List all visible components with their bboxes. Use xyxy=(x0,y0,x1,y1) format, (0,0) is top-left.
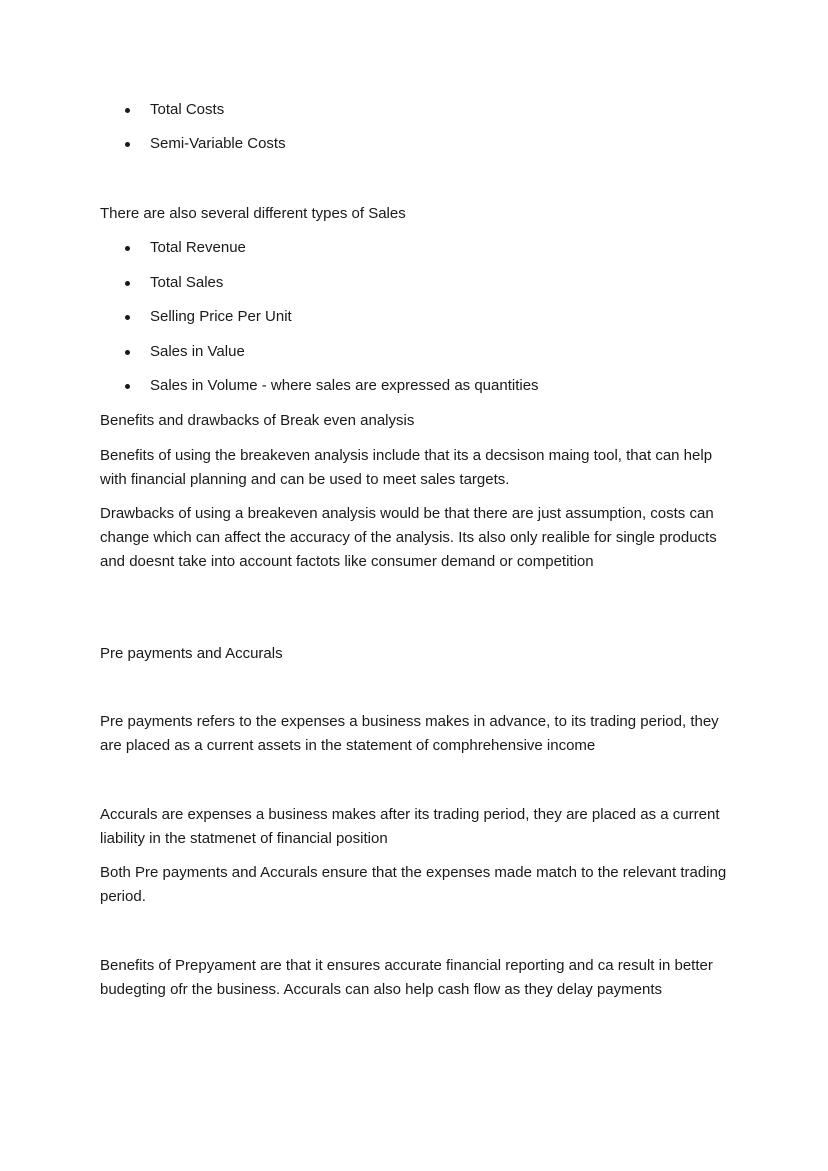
list-item: Total Revenue xyxy=(100,237,539,259)
cost-types-list xyxy=(100,99,286,155)
accurals-definition: Accurals are expenses a business makes after its trading period, they are placed as a current liability in the statmenet of financial position xyxy=(100,806,720,847)
bullet-icon xyxy=(125,315,130,320)
list-item: Total Costs xyxy=(100,99,286,121)
sales-intro: There are also several different types of Sales xyxy=(100,205,406,222)
bullet-icon xyxy=(125,281,130,286)
sales-types-list xyxy=(100,237,539,397)
prepayments-definition: Pre payments refers to the expenses a business makes in advance, to its trading period, they are placed as a current assets in the statement of comphrehensive income xyxy=(100,713,719,754)
breakeven-drawbacks-paragraph: Drawbacks of using a breakeven analysis would be that there are just assumption, costs can change which can affect the accuracy of the analysis. Its also only realible for single products and doesnt take into account factots like consumer demand or competition xyxy=(100,505,717,570)
list-item: Sales in Volume - where sales are expressed as quantities xyxy=(100,375,539,397)
list-item: Selling Price Per Unit xyxy=(100,306,539,328)
matching-paragraph: Both Pre payments and Accurals ensure that the expenses made match to the relevant trading period. xyxy=(100,864,727,905)
bullet-icon xyxy=(125,246,130,251)
list-item: Total Sales xyxy=(100,272,539,294)
bullet-icon xyxy=(125,142,130,147)
bullet-icon xyxy=(125,384,130,389)
list-item: Semi-Variable Costs xyxy=(100,133,286,155)
list-item: Sales in Value xyxy=(100,341,539,363)
bullet-icon xyxy=(125,350,130,355)
prepayment-benefits-paragraph: Benefits of Prepyament are that it ensures accurate financial reporting and ca result in better budegting ofr the business. Accurals can also help cash flow as they delay payments xyxy=(100,957,713,998)
breakeven-heading: Benefits and drawbacks of Break even analysis xyxy=(100,412,415,429)
prepayments-heading: Pre payments and Accurals xyxy=(100,645,283,662)
bullet-icon xyxy=(125,108,130,113)
breakeven-benefits-paragraph: Benefits of using the breakeven analysis include that its a decsison maing tool, that can help with financial planning and can be used to meet sales targets. xyxy=(100,447,713,488)
